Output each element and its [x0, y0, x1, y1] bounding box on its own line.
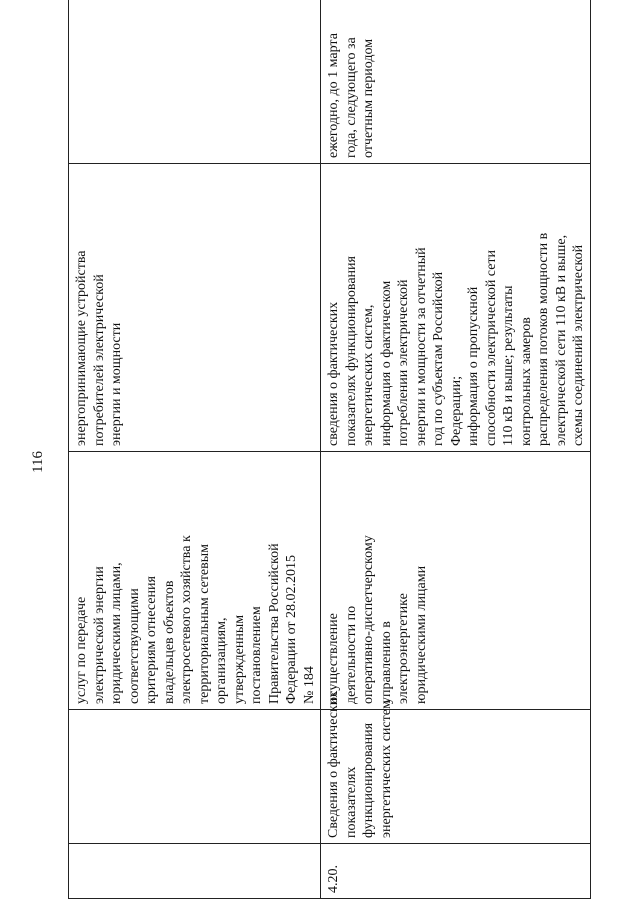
basis-line: № 184	[301, 666, 317, 704]
table-row	[69, 0, 321, 899]
name-line: Сведения о фактических	[326, 690, 341, 838]
row-number: 4.20.	[326, 865, 341, 893]
content-line: информация о пропускной	[466, 286, 481, 446]
basis-line: критериям отнесения	[144, 576, 159, 704]
deadline-line: года, следующего за	[343, 37, 359, 158]
deadline-line: отчетным периодом	[361, 38, 376, 158]
basis-line: осуществление	[326, 613, 341, 704]
basis-line: владельцев объектов	[161, 580, 177, 704]
cell-name	[321, 690, 591, 844]
content-line: потребителей электрической	[91, 274, 107, 446]
content-line: энергопринимающие устройства	[74, 250, 89, 446]
cell-content	[321, 164, 591, 452]
name-line: функционирования	[361, 722, 376, 838]
content-line: потреблении электрической	[396, 279, 411, 446]
name-line: показателях	[343, 766, 359, 838]
content-line: информация о фактическом	[378, 280, 394, 446]
basis-line: соответствующими	[126, 588, 142, 704]
basis-line: организациям,	[214, 617, 229, 704]
table-row	[321, 0, 591, 899]
content-line: 110 кВ и выше; результаты	[501, 285, 516, 446]
basis-line: территориальным сетевым	[196, 543, 212, 704]
cell-number	[321, 844, 591, 899]
content-line: энергии и мощности	[109, 322, 124, 446]
basis-line: электроэнергетике	[396, 593, 411, 704]
content-line: сведения о фактических	[326, 301, 341, 446]
basis-line: оперативно-диспетчерскому	[361, 535, 376, 704]
content-line: энергетических систем,	[361, 304, 376, 446]
cell-name	[69, 710, 321, 844]
content-line: электрической сети 110 кВ и выше,	[553, 234, 569, 446]
cell-number	[69, 844, 321, 899]
basis-line: электрической энергии	[91, 566, 107, 704]
content-line: энергии и мощности за отчетный	[413, 247, 429, 446]
content-line: распределения потоков мощности в	[536, 232, 551, 446]
basis-line: постановлением	[249, 606, 264, 704]
basis-line: юридическими лицами	[413, 565, 429, 704]
requirements-table	[68, 0, 591, 899]
basis-line: электросетевого хозяйства к	[179, 535, 194, 704]
basis-line: деятельности по	[343, 605, 359, 704]
content-line: Федерации;	[448, 375, 464, 446]
cell-deadline	[321, 0, 591, 164]
content-line: контрольных замеров	[518, 317, 534, 446]
content-line: показателях функционирования	[343, 256, 359, 446]
cell-content	[69, 164, 321, 452]
page-number: 116	[30, 451, 46, 473]
basis-line: Правительства Российской	[266, 543, 282, 704]
basis-line: утвержденным	[231, 614, 247, 704]
basis-line: Федерации от 28.02.2015	[284, 554, 299, 704]
basis-line: услуг по передаче	[74, 596, 89, 704]
content-line: год по субъектам Российской	[431, 271, 446, 446]
cell-deadline	[69, 0, 321, 164]
basis-line: юридическими лицами,	[109, 562, 124, 704]
content-line: способности электрической сети	[483, 249, 499, 446]
content-line: схемы соединений электрической	[571, 244, 586, 446]
basis-line: управлению в	[378, 621, 394, 704]
deadline-line: ежегодно, до 1 марта	[326, 33, 341, 158]
name-line: энергетических систем	[378, 700, 394, 838]
cell-basis	[321, 452, 591, 710]
cell-basis	[69, 452, 321, 710]
